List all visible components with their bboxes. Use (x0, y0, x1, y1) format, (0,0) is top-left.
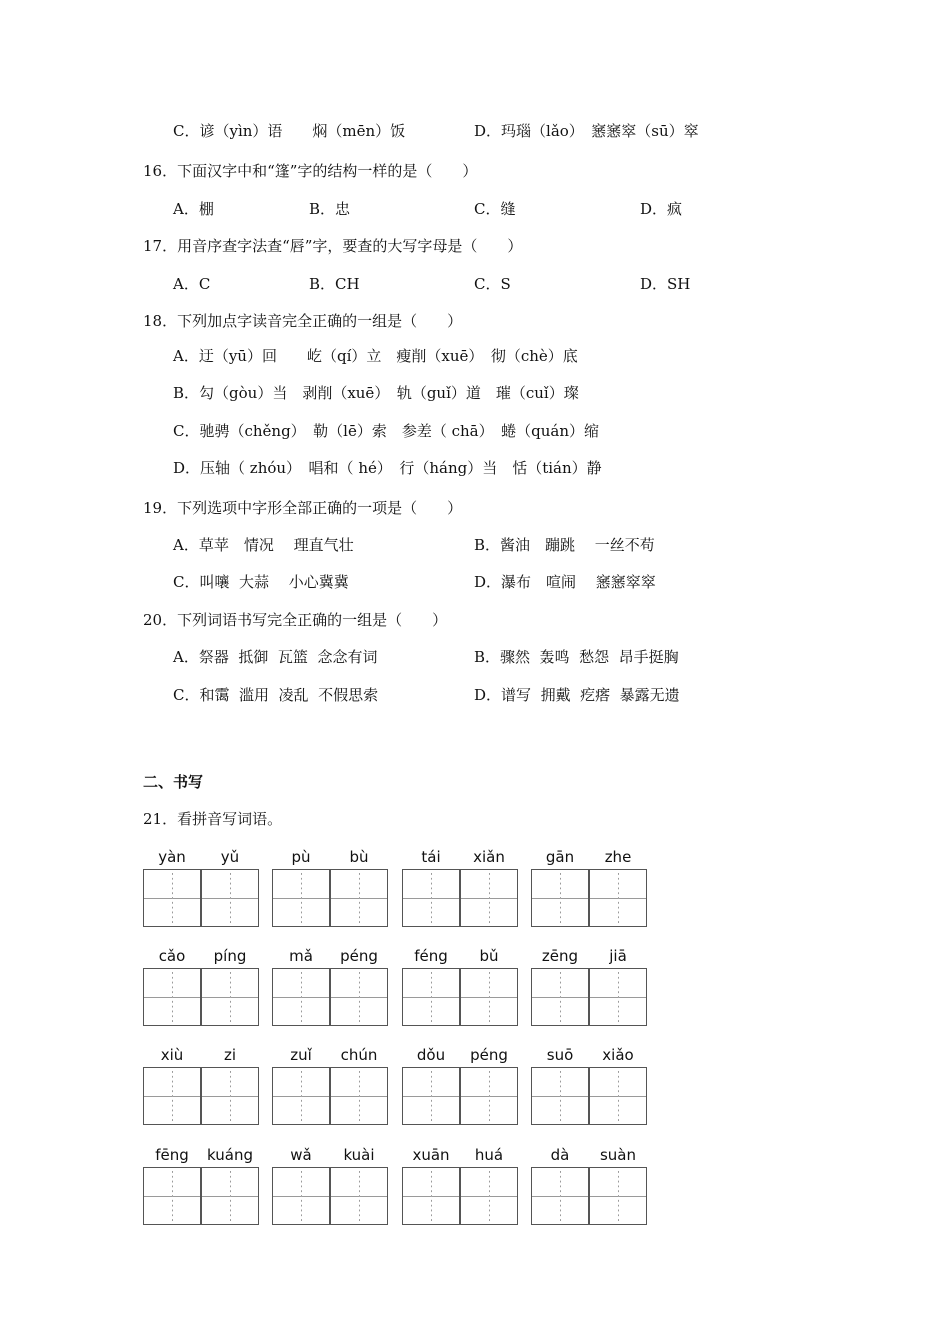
q16-option-d[interactable]: D．疯 (640, 200, 683, 218)
writing-cell[interactable] (460, 968, 518, 1026)
q17-option-a[interactable]: A．C (173, 275, 211, 293)
writing-cell[interactable] (589, 1167, 647, 1225)
q19-option-a[interactable]: A．草苹 情况 理直气壮 (173, 536, 354, 554)
writing-cell[interactable] (589, 1067, 647, 1125)
pinyin-label: bù (349, 848, 369, 866)
q16-option-c[interactable]: C．缝 (474, 200, 516, 218)
q18-option-a[interactable]: A．迂（yū）回 屹（qí）立 瘦削（xuē） 彻（chè）底 (173, 347, 578, 365)
writing-cell[interactable] (272, 968, 330, 1026)
section-title: 二、书写 (143, 773, 204, 791)
writing-cell[interactable] (402, 1167, 460, 1225)
q20-option-d[interactable]: D．谱写 拥戴 疙瘩 暴露无遗 (474, 686, 680, 704)
q20-stem: 20．下列词语书写完全正确的一组是（ ） (143, 611, 448, 629)
pinyin-label: dǒu (416, 1046, 446, 1064)
q21-stem: 21．看拼音写词语。 (143, 810, 283, 828)
writing-cell[interactable] (201, 1067, 259, 1125)
pinyin-label: dà (550, 1146, 570, 1164)
writing-cell[interactable] (531, 968, 589, 1026)
q15-option-c[interactable]: C．谚（yìn）语 焖（mēn）饭 (173, 122, 406, 140)
pinyin-label: kuài (343, 1146, 375, 1164)
pinyin-label: péng (470, 1046, 508, 1064)
q20-option-b[interactable]: B．骤然 轰鸣 愁怨 昂手挺胸 (474, 648, 679, 666)
pinyin-label: zuǐ (290, 1046, 312, 1064)
writing-cell[interactable] (201, 1167, 259, 1225)
pinyin-label: péng (340, 947, 378, 965)
pinyin-label: cǎo (158, 947, 186, 965)
q18-option-c[interactable]: C．驰骋（chěng） 勒（lē）索 参差（ chā） 蜷（quán）缩 (173, 422, 599, 440)
writing-cell[interactable] (143, 968, 201, 1026)
writing-cell[interactable] (531, 869, 589, 927)
writing-cell[interactable] (589, 968, 647, 1026)
writing-cell[interactable] (589, 869, 647, 927)
pinyin-label: xuān (412, 1146, 450, 1164)
pinyin-label: chún (340, 1046, 378, 1064)
pinyin-label: gān (545, 848, 575, 866)
writing-cell[interactable] (531, 1167, 589, 1225)
writing-cell[interactable] (201, 869, 259, 927)
q19-option-c[interactable]: C．叫嚷 大蒜 小心冀冀 (173, 573, 349, 591)
q20-option-c[interactable]: C．和霭 滥用 凌乱 不假思索 (173, 686, 379, 704)
pinyin-label: suō (546, 1046, 574, 1064)
writing-cell[interactable] (402, 1067, 460, 1125)
pinyin-label: zi (223, 1046, 237, 1064)
writing-cell[interactable] (201, 968, 259, 1026)
writing-cell[interactable] (402, 968, 460, 1026)
writing-cell[interactable] (460, 1167, 518, 1225)
pinyin-label: xiù (160, 1046, 184, 1064)
q18-stem: 18．下列加点字读音完全正确的一组是（ ） (143, 312, 463, 330)
pinyin-label: suàn (599, 1146, 637, 1164)
pinyin-label: xiǎn (473, 848, 505, 866)
writing-cell[interactable] (330, 1067, 388, 1125)
q17-option-d[interactable]: D．SH (640, 275, 691, 293)
q16-option-b[interactable]: B．忠 (309, 200, 351, 218)
writing-cell[interactable] (330, 1167, 388, 1225)
writing-cell[interactable] (460, 1067, 518, 1125)
pinyin-label: féng (414, 947, 448, 965)
q16-stem: 16．下面汉字中和“篷”字的结构一样的是（ ） (143, 162, 478, 180)
writing-cell[interactable] (402, 869, 460, 927)
pinyin-label: yǔ (220, 848, 240, 866)
q17-option-c[interactable]: C．S (474, 275, 511, 293)
pinyin-label: wǎ (290, 1146, 312, 1164)
q18-option-b[interactable]: B．勾（gòu）当 剥削（xuē） 轨（guǐ）道 璀（cuǐ）璨 (173, 384, 579, 402)
pinyin-label: fēng (155, 1146, 189, 1164)
q19-option-b[interactable]: B．酱油 蹦跳 一丝不苟 (474, 536, 655, 554)
q17-stem: 17．用音序查字法查“唇”字，要查的大写字母是（ ） (143, 237, 523, 255)
writing-cell[interactable] (330, 968, 388, 1026)
pinyin-label: bǔ (479, 947, 499, 965)
pinyin-label: zhe (604, 848, 632, 866)
pinyin-label: xiǎo (602, 1046, 634, 1064)
pinyin-label: tái (421, 848, 441, 866)
writing-cell[interactable] (460, 869, 518, 927)
writing-cell[interactable] (272, 1167, 330, 1225)
writing-cell[interactable] (531, 1067, 589, 1125)
pinyin-label: pù (291, 848, 311, 866)
q19-option-d[interactable]: D．瀑布 喧闹 窸窸窣窣 (474, 573, 656, 591)
writing-cell[interactable] (143, 1067, 201, 1125)
writing-cell[interactable] (143, 1167, 201, 1225)
pinyin-label: huá (474, 1146, 504, 1164)
q19-stem: 19．下列选项中字形全部正确的一项是（ ） (143, 499, 463, 517)
q17-option-b[interactable]: B．CH (309, 275, 360, 293)
pinyin-label: mǎ (289, 947, 313, 965)
pinyin-label: píng (213, 947, 247, 965)
pinyin-label: zēng (541, 947, 579, 965)
writing-cell[interactable] (330, 869, 388, 927)
pinyin-label: kuáng (207, 1146, 253, 1164)
pinyin-label: jiā (609, 947, 627, 965)
pinyin-label: yàn (158, 848, 186, 866)
writing-cell[interactable] (272, 1067, 330, 1125)
q15-option-d[interactable]: D．玛瑙（lǎo） 窸窸窣（sū）窣 (474, 122, 699, 140)
q16-option-a[interactable]: A．棚 (173, 200, 214, 218)
writing-cell[interactable] (143, 869, 201, 927)
q20-option-a[interactable]: A．祭器 抵御 瓦篮 念念有词 (173, 648, 378, 666)
q18-option-d[interactable]: D．压轴（ zhóu） 唱和（ hé） 行（háng）当 恬（tián）静 (173, 459, 602, 477)
writing-cell[interactable] (272, 869, 330, 927)
